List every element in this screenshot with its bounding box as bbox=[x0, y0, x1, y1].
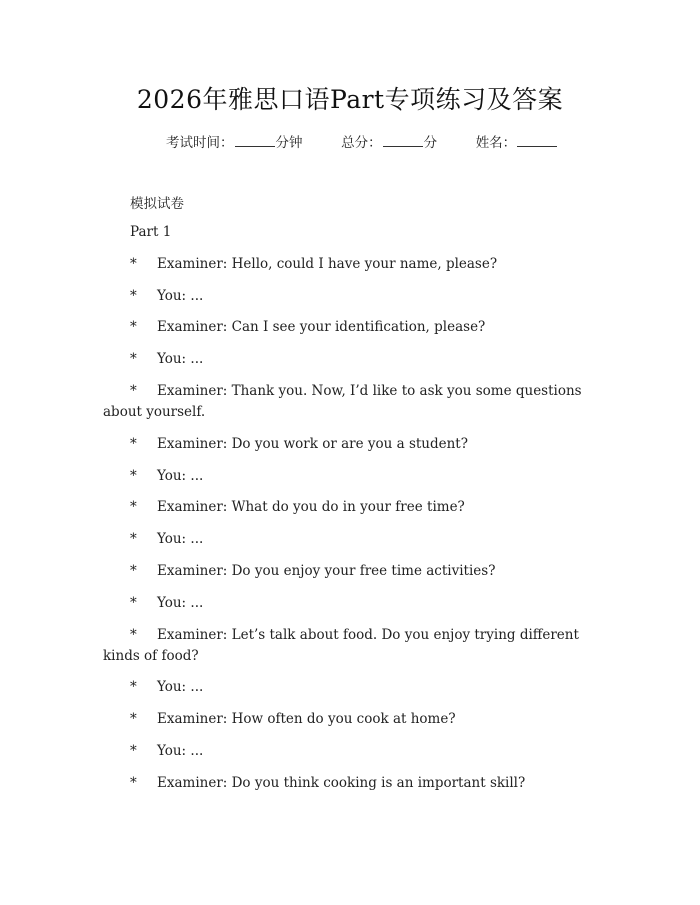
dialogue-line bbox=[130, 679, 203, 695]
score-blank bbox=[383, 134, 423, 147]
dialogue-text: Examiner: How often do you cook at home? bbox=[157, 711, 456, 727]
bullet-icon: * bbox=[130, 531, 137, 547]
dialogue-text: You: ... bbox=[157, 743, 204, 759]
dialogue-continuation: kinds of food? bbox=[103, 648, 199, 664]
score-unit: 分 bbox=[423, 135, 438, 151]
bullet-icon: * bbox=[130, 627, 137, 643]
bullet-icon: * bbox=[130, 351, 137, 367]
dialogue-text: Examiner: Do you enjoy your free time activities? bbox=[157, 563, 496, 579]
exam-meta bbox=[166, 131, 558, 151]
dialogue-line bbox=[130, 288, 203, 304]
dialogue-line bbox=[130, 351, 203, 367]
dialogue-text: Examiner: Do you work or are you a student? bbox=[157, 436, 468, 452]
dialogue-line bbox=[130, 436, 468, 452]
time-label: 考试时间： bbox=[166, 135, 234, 151]
dialogue-line bbox=[130, 627, 579, 643]
time-blank bbox=[235, 134, 275, 147]
document-title: 2026年雅思口语Part专项练习及答案 bbox=[136, 85, 564, 114]
bullet-icon: * bbox=[130, 319, 137, 335]
dialogue-line bbox=[130, 256, 497, 272]
dialogue-text: You: ... bbox=[157, 351, 204, 367]
dialogue-text: You: ... bbox=[157, 679, 204, 695]
dialogue-text: Examiner: What do you do in your free time? bbox=[157, 499, 465, 515]
dialogue-text: You: ... bbox=[157, 468, 204, 484]
dialogue-text: Examiner: Let’s talk about food. Do you enjoy trying different bbox=[157, 627, 579, 643]
dialogue-continuation: about yourself. bbox=[103, 404, 206, 420]
bullet-icon: * bbox=[130, 711, 137, 727]
dialogue-text: You: ... bbox=[157, 288, 204, 304]
bullet-icon: * bbox=[130, 679, 137, 695]
bullet-icon: * bbox=[130, 563, 137, 579]
dialogue-line bbox=[130, 743, 203, 759]
name-blank bbox=[517, 134, 557, 147]
dialogue-text: Examiner: Hello, could I have your name, please? bbox=[157, 256, 498, 272]
dialogue-line bbox=[130, 711, 456, 727]
score-label: 总分： bbox=[341, 135, 382, 151]
dialogue-line bbox=[130, 383, 582, 399]
dialogue-text: You: ... bbox=[157, 531, 204, 547]
dialogue-line bbox=[130, 531, 203, 547]
part-heading: Part 1 bbox=[130, 224, 172, 240]
bullet-icon: * bbox=[130, 743, 137, 759]
dialogue-line bbox=[130, 775, 525, 791]
dialogue-line bbox=[130, 319, 485, 335]
bullet-icon: * bbox=[130, 499, 137, 515]
bullet-icon: * bbox=[130, 468, 137, 484]
name-label: 姓名： bbox=[475, 135, 517, 151]
dialogue-text: Examiner: Do you think cooking is an important skill? bbox=[157, 775, 526, 791]
bullet-icon: * bbox=[130, 383, 137, 399]
dialogue-line bbox=[130, 595, 203, 611]
bullet-icon: * bbox=[130, 436, 137, 452]
bullet-icon: * bbox=[130, 288, 137, 304]
dialogue-line bbox=[130, 468, 203, 484]
dialogue-text: You: ... bbox=[157, 595, 204, 611]
bullet-icon: * bbox=[130, 256, 137, 272]
time-unit: 分钟 bbox=[275, 135, 303, 151]
dialogue-text: Examiner: Thank you. Now, I’d like to ask you some questions bbox=[157, 383, 582, 399]
dialogue-line bbox=[130, 563, 495, 579]
dialogue-line bbox=[130, 499, 465, 515]
bullet-icon: * bbox=[130, 595, 137, 611]
section-heading: 模拟试卷 bbox=[130, 196, 184, 212]
bullet-icon: * bbox=[130, 775, 137, 791]
dialogue-text: Examiner: Can I see your identification, please? bbox=[157, 319, 486, 335]
